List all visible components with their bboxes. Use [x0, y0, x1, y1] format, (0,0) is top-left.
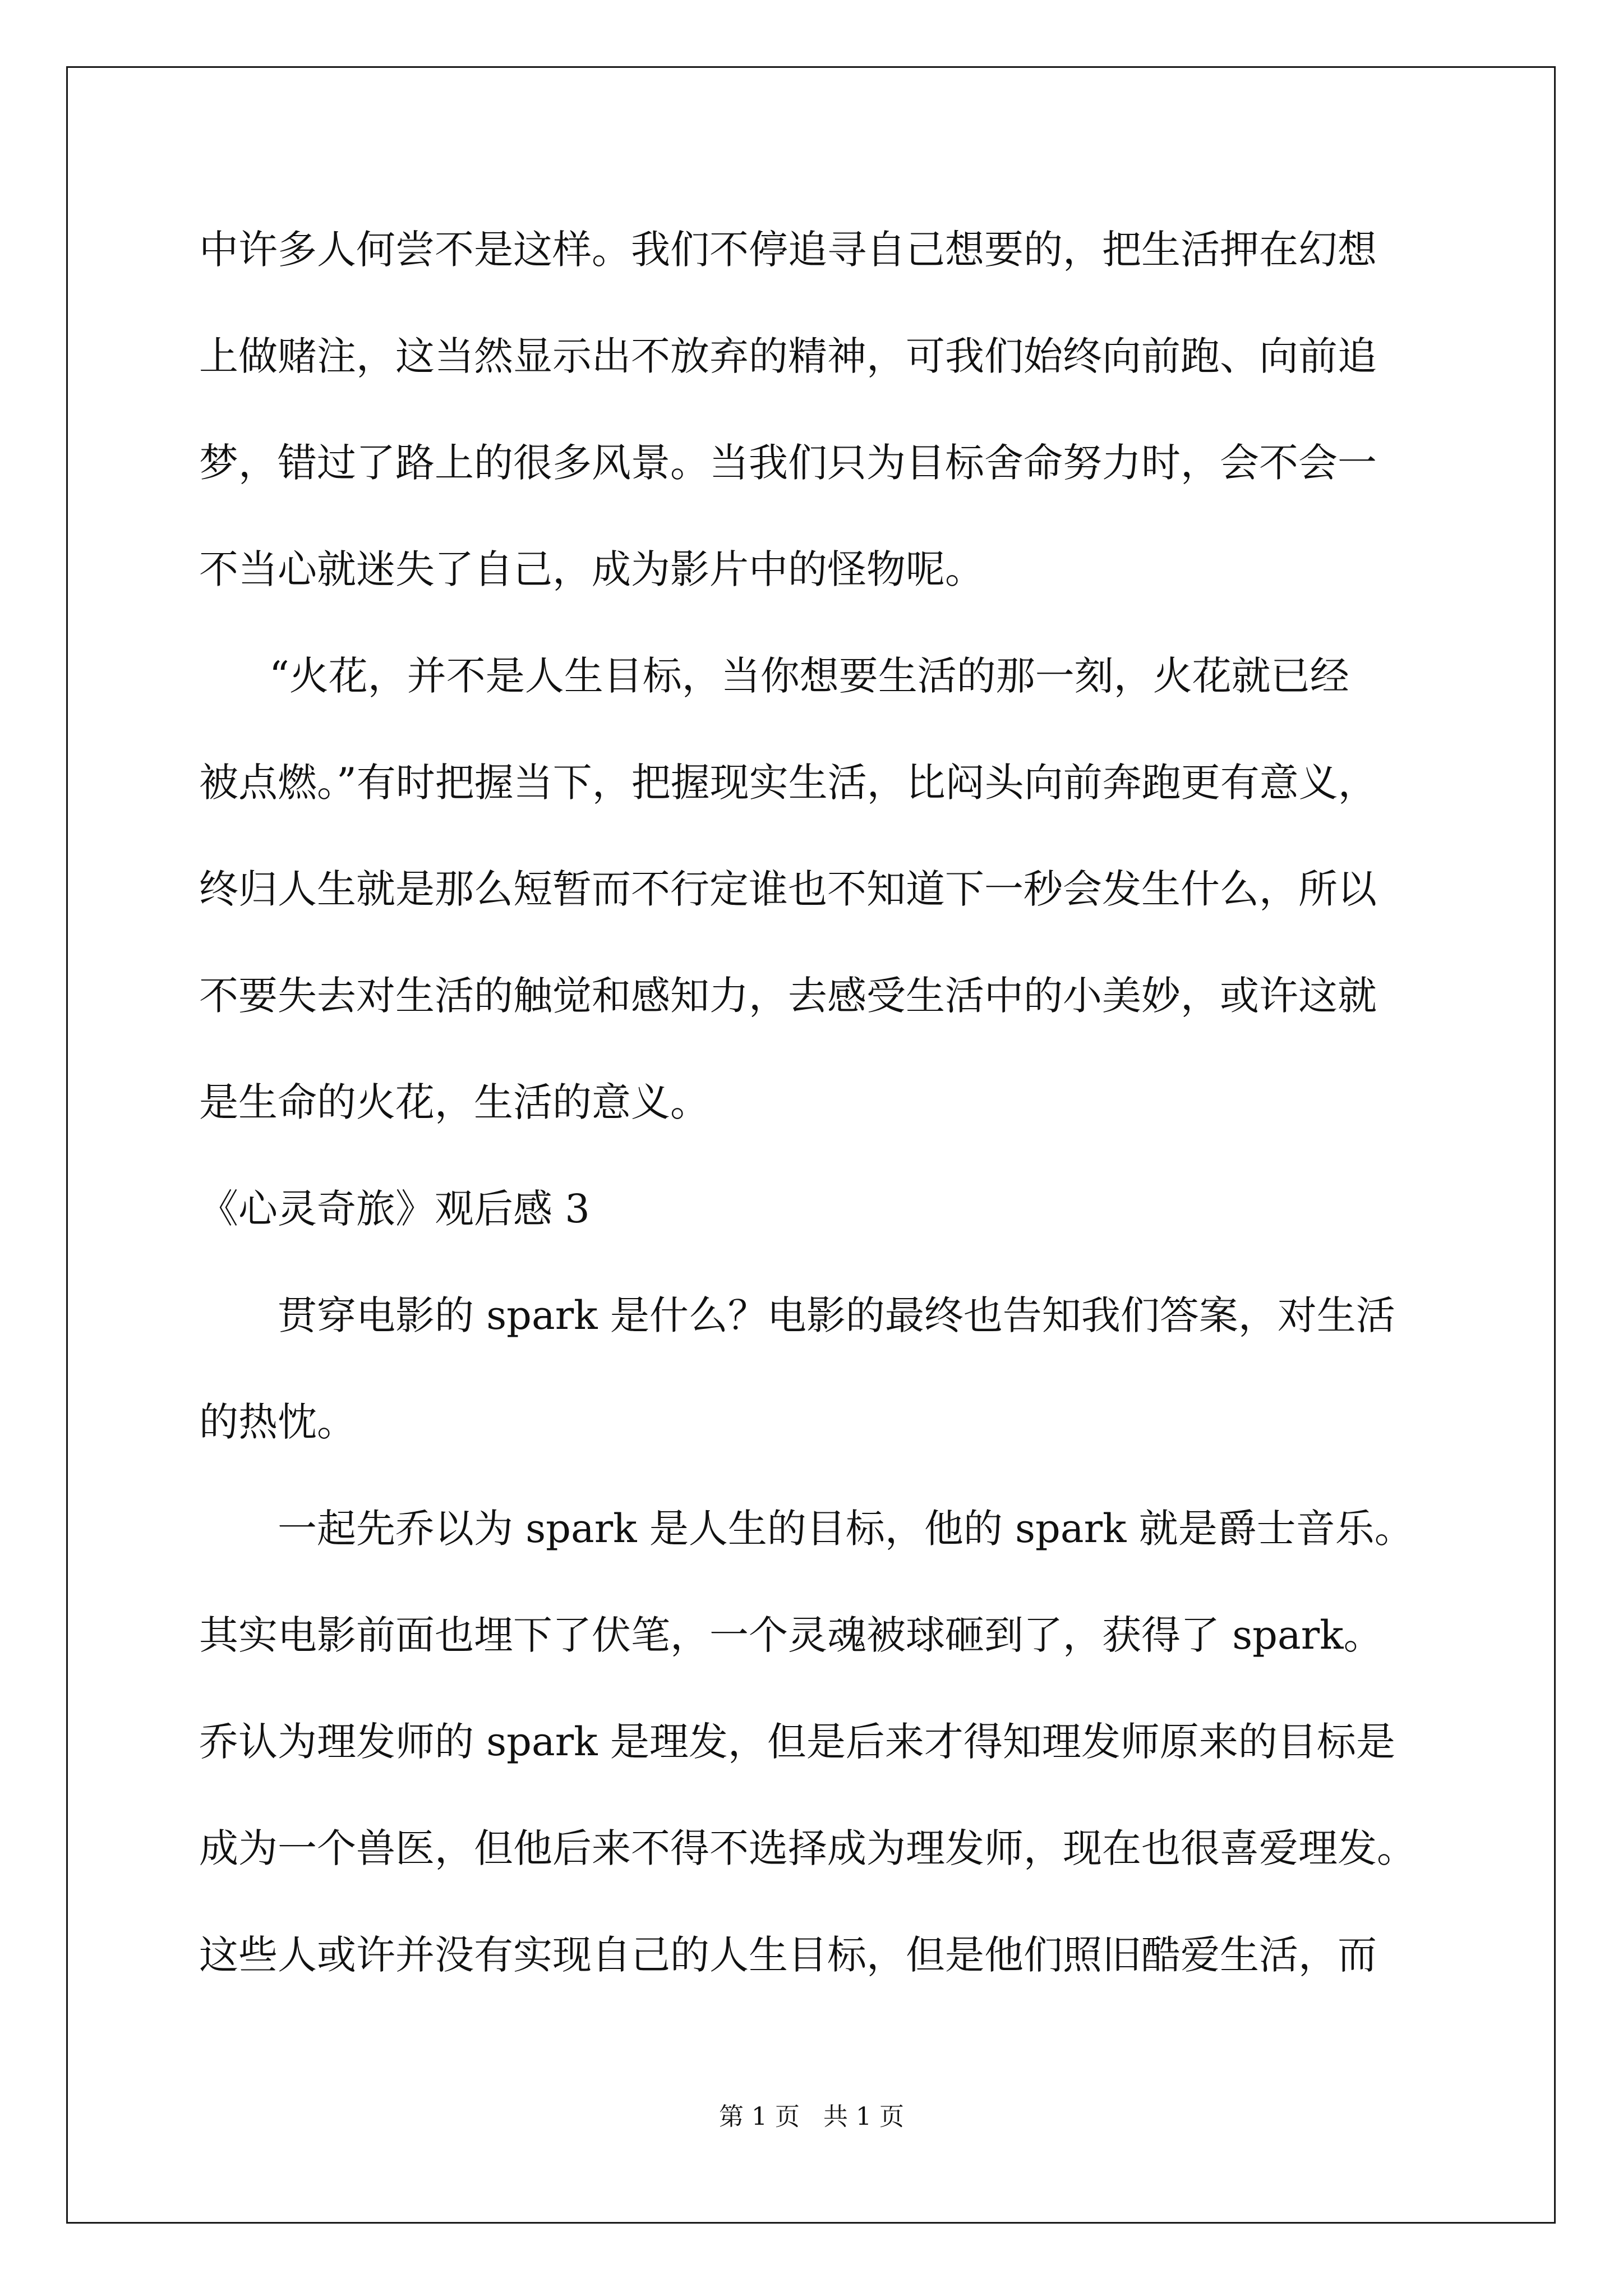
text-line: 梦，错过了路上的很多风景。当我们只为目标舍命努力时，会不会一 — [199, 440, 1377, 486]
page-border — [66, 66, 1556, 2224]
text-line: 这些人或许并没有实现自己的人生目标，但是他们照旧酷爱生活，而 — [199, 1932, 1377, 1978]
text-line: 中许多人何尝不是这样。我们不停追寻自己想要的，把生活押在幻想 — [199, 227, 1377, 273]
paragraph-start-line: 一起先乔以为 spark 是人生的目标，他的 spark 就是爵士音乐。 — [278, 1506, 1414, 1552]
text-line: 不当心就迷失了自己，成为影片中的怪物呢。 — [199, 546, 984, 592]
section-heading: 《心灵奇旅》观后感 3 — [199, 1186, 590, 1232]
text-line: 成为一个兽医，但他后来不得不选择成为理发师，现在也很喜爱理发。 — [199, 1825, 1416, 1871]
text-line: 被点燃。”有时把握当下，把握现实生活，比闷头向前奔跑更有意义， — [199, 760, 1377, 806]
paragraph-start-line: “火花，并不是人生目标，当你想要生活的那一刻，火花就已经 — [269, 653, 1349, 699]
paragraph-start-line: 贯穿电影的 spark 是什么？电影的最终也告知我们答案，对生活 — [278, 1292, 1395, 1338]
text-line: 是生命的火花，生活的意义。 — [199, 1079, 709, 1125]
text-line: 上做赌注，这当然显示出不放弃的精神，可我们始终向前跑、向前追 — [199, 333, 1377, 379]
text-line: 不要失去对生活的触觉和感知力，去感受生活中的小美妙，或许这就 — [199, 973, 1377, 1019]
text-line: 终归人生就是那么短暂而不行定谁也不知道下一秒会发生什么，所以 — [199, 866, 1377, 912]
text-line: 其实电影前面也埋下了伏笔，一个灵魂被球砸到了，获得了 spark。 — [199, 1612, 1383, 1658]
text-line: 的热忱。 — [199, 1399, 356, 1445]
page-footer: 第 1 页 共 1 页 — [719, 2102, 904, 2131]
text-line: 乔认为理发师的 spark 是理发，但是后来才得知理发师原来的目标是 — [199, 1719, 1395, 1765]
